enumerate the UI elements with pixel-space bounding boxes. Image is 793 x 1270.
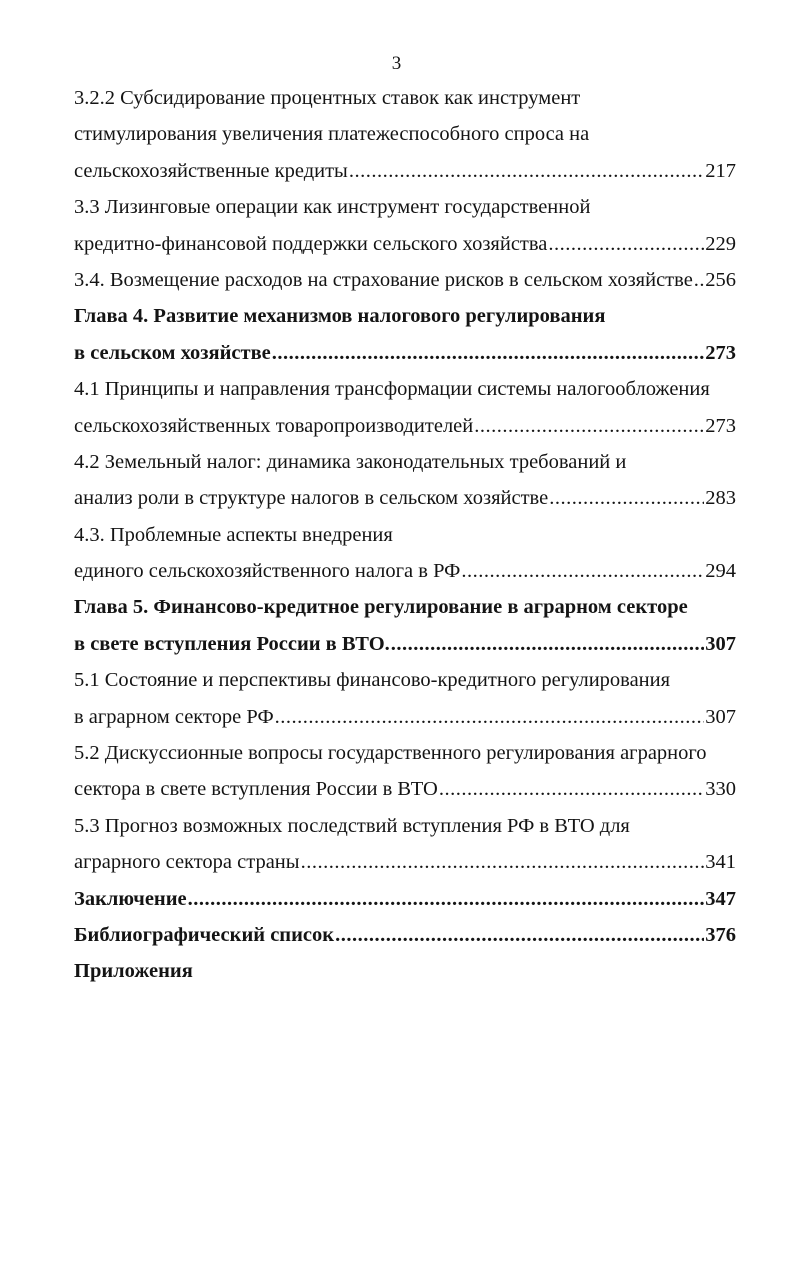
toc-entry-title: Библиографический список: [74, 923, 335, 946]
toc-entry-title: аграрного сектора страны: [74, 851, 300, 874]
toc-page-number: 273: [705, 414, 736, 437]
toc-entry: [74, 80, 736, 189]
dot-leader: [694, 262, 704, 298]
toc-entry-text-line: 4.3. Проблемные аспекты внедрения: [74, 523, 393, 546]
toc-entry: [74, 662, 736, 735]
toc-entry: [74, 589, 736, 662]
toc-entry-text-line: 4.2 Земельный налог: динамика законодательных требований и: [74, 450, 627, 473]
toc-entry: [74, 917, 736, 953]
toc-entry: [74, 953, 736, 989]
toc-entry-line: [74, 881, 736, 917]
dot-leader: [275, 699, 705, 735]
toc-entry-title: Заключение: [74, 887, 187, 910]
toc-entry: [74, 881, 736, 917]
toc-page-number: 376: [705, 923, 736, 946]
toc-entry-text-line: стимулирования увеличения платежеспособного спроса на: [74, 123, 590, 146]
dot-leader: [335, 917, 704, 953]
toc-entry-line: [74, 626, 736, 662]
toc-entry: [74, 262, 736, 298]
dot-leader: [272, 335, 704, 371]
dot-leader: [349, 153, 704, 189]
dot-leader: [549, 480, 704, 516]
toc-page-number: 330: [705, 778, 736, 801]
toc-entry-text-line: 5.1 Состояние и перспективы финансово-кредитного регулирования: [74, 669, 671, 692]
toc-entry-line: [74, 262, 736, 298]
table-of-contents: [74, 80, 736, 990]
toc-entry-title: в свете вступления России в ВТО.: [74, 632, 390, 655]
toc-entry-title: сектора в свете вступления России в ВТО: [74, 778, 438, 801]
toc-entry-line: [74, 844, 736, 880]
toc-entry: [74, 808, 736, 881]
dot-leader: [439, 771, 704, 807]
toc-entry: [74, 189, 736, 262]
toc-entry-text-line: 4.1 Принципы и направления трансформации системы налогообложения: [74, 378, 710, 401]
toc-entry-text-line: Глава 5. Финансово-кредитное регулирование в аграрном секторе: [74, 596, 688, 619]
toc-page-number: 229: [705, 232, 736, 255]
toc-entry-line: [74, 699, 736, 735]
toc-entry-title: сельскохозяйственные кредиты: [74, 159, 348, 182]
toc-entry-line: [74, 335, 736, 371]
toc-page-number: 283: [705, 487, 736, 510]
toc-page-number: 341: [705, 851, 736, 874]
toc-entry-title: в аграрном секторе РФ: [74, 705, 274, 728]
dot-leader: [301, 844, 705, 880]
dot-leader: [548, 226, 704, 262]
toc-page-number: 294: [705, 560, 736, 583]
toc-entry-text-line: Глава 4. Развитие механизмов налогового регулирования: [74, 305, 606, 328]
toc-entry-line: [74, 408, 736, 444]
toc-page-number: 307: [705, 705, 736, 728]
toc-entry-title: сельскохозяйственных товаропроизводителей: [74, 414, 474, 437]
toc-entry-line: [74, 771, 736, 807]
toc-entry-text-line: 5.3 Прогноз возможных последствий вступления РФ в ВТО для: [74, 814, 630, 837]
toc-entry-line: [74, 226, 736, 262]
toc-entry: [74, 735, 736, 808]
toc-entry-line: [74, 153, 736, 189]
toc-entry-text-line: 3.3 Лизинговые операции как инструмент государственной: [74, 196, 591, 219]
toc-entry: [74, 371, 736, 444]
toc-entry-title: единого сельскохозяйственного налога в РФ: [74, 560, 461, 583]
toc-entry-title: 3.4. Возмещение расходов на страхование рисков в сельском хозяйстве: [74, 268, 693, 291]
dot-leader: [391, 626, 704, 662]
toc-entry-text-line: 3.2.2 Субсидирование процентных ставок как инструмент: [74, 87, 581, 109]
toc-entry-line: [74, 917, 736, 953]
toc-page-number: 256: [705, 268, 736, 291]
toc-entry-title: в сельском хозяйстве: [74, 341, 271, 364]
dot-leader: [188, 881, 705, 917]
toc-page-number: 273: [705, 341, 736, 364]
toc-page-number: 307: [705, 632, 736, 655]
toc-entry-title: кредитно-финансовой поддержки сельского хозяйства: [74, 232, 548, 255]
toc-entry-text-line: 5.2 Дискуссионные вопросы государственного регулирования аграрного: [74, 742, 707, 765]
toc-entry: [74, 298, 736, 371]
dot-leader: [474, 408, 704, 444]
toc-page-number: 217: [705, 159, 736, 182]
toc-entry-title: Приложения: [74, 960, 193, 983]
toc-entry-line: [74, 480, 736, 516]
page-number: 3: [391, 53, 402, 74]
toc-page-number: 347: [705, 887, 736, 910]
toc-entry: [74, 517, 736, 590]
toc-entry-title: анализ роли в структуре налогов в сельском хозяйстве: [74, 487, 549, 510]
toc-entry: [74, 444, 736, 517]
toc-entry-line: [74, 553, 736, 589]
dot-leader: [461, 553, 704, 589]
